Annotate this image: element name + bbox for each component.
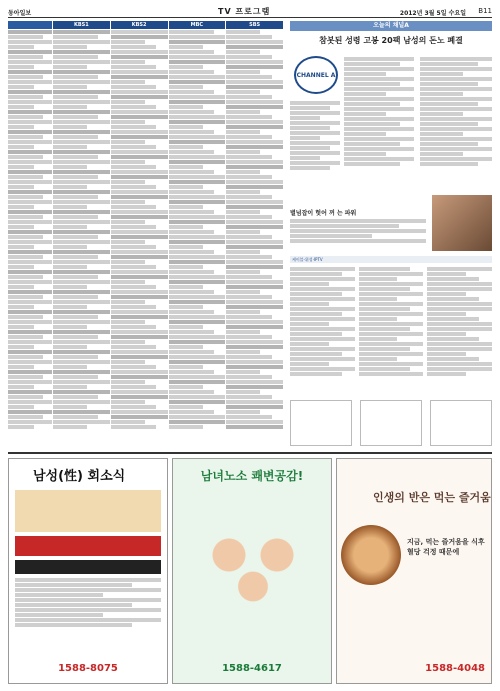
small-ad-2: [360, 400, 422, 446]
program-columns: [8, 29, 284, 430]
issue-date: 2012년 3월 5일 수요일: [399, 10, 466, 17]
channel-header-kbs2: KBS2: [111, 21, 168, 29]
kbs1-column: [53, 29, 110, 430]
ad-male-health-feature-box: [15, 490, 161, 532]
ad-blood-sugar-subtitle: 지금, 먹는 즐거움을 식후 혈당 걱정 때문에: [407, 538, 485, 556]
channel-a-logo-text: CHANNEL A: [296, 72, 336, 79]
ad-blood-sugar: [336, 458, 492, 684]
channel-header-sbs: SBS: [226, 21, 283, 29]
bottom-ads-section: [8, 452, 492, 684]
ad-blood-sugar-title: 인생의 반은 먹는 즐거움: [373, 491, 491, 504]
article-column-1: [344, 56, 414, 186]
article-photo: [432, 195, 492, 251]
masthead-label: 동아일보: [8, 10, 32, 17]
small-ad-3: [430, 400, 492, 446]
iptv-listings: [290, 266, 492, 396]
kbs2-column: [111, 29, 168, 430]
small-ad-1: [290, 400, 352, 446]
page-header: [8, 6, 492, 18]
sbs-column: [226, 29, 283, 430]
channel-header-row: [8, 21, 284, 29]
channel-header-mbc: MBC: [169, 21, 226, 29]
ad-male-health-black-banner: [15, 560, 161, 574]
article-headline: 참봇된 성령 고봉 20팩 남성의 돈노 폐결: [319, 36, 463, 45]
iptv-section-header: 케이블·위성·IPTV: [290, 256, 492, 263]
article-subhead: 별넘잡이 헛어 꺼 는 파워: [290, 210, 357, 217]
channel-a-logo: [294, 56, 338, 94]
ad-male-health: [8, 458, 168, 684]
today-channel-banner: 오늘의 채널A: [290, 21, 492, 31]
ad-blood-sugar-phone: 1588-4048: [425, 663, 485, 674]
ad-male-health-title: 남성(性) 회소식: [33, 469, 126, 484]
section-title: TV 프로그램: [218, 7, 271, 16]
small-ads-row: [290, 400, 492, 446]
article-column-0: [290, 100, 340, 190]
time-column: [8, 29, 52, 430]
channel-header-kbs1: KBS1: [53, 21, 110, 29]
mbc-column: [169, 29, 226, 430]
article-column-2: [420, 56, 492, 186]
ad-male-health-red-banner: [15, 536, 161, 556]
article-subtext: [290, 218, 426, 252]
ad-bowel-health: [172, 458, 332, 684]
page-number: B11: [478, 7, 492, 15]
ad-blood-sugar-food-bowl: [341, 525, 401, 585]
tv-listings-grid: [8, 21, 284, 449]
channel-header-blank: [8, 21, 52, 29]
ad-bowel-health-faces: [193, 519, 313, 609]
ad-bowel-health-phone: 1588-4617: [222, 663, 282, 674]
ad-bowel-health-title: 남녀노소 쾌변공감!: [200, 469, 304, 483]
ad-male-health-phone: 1588-8075: [58, 663, 118, 674]
